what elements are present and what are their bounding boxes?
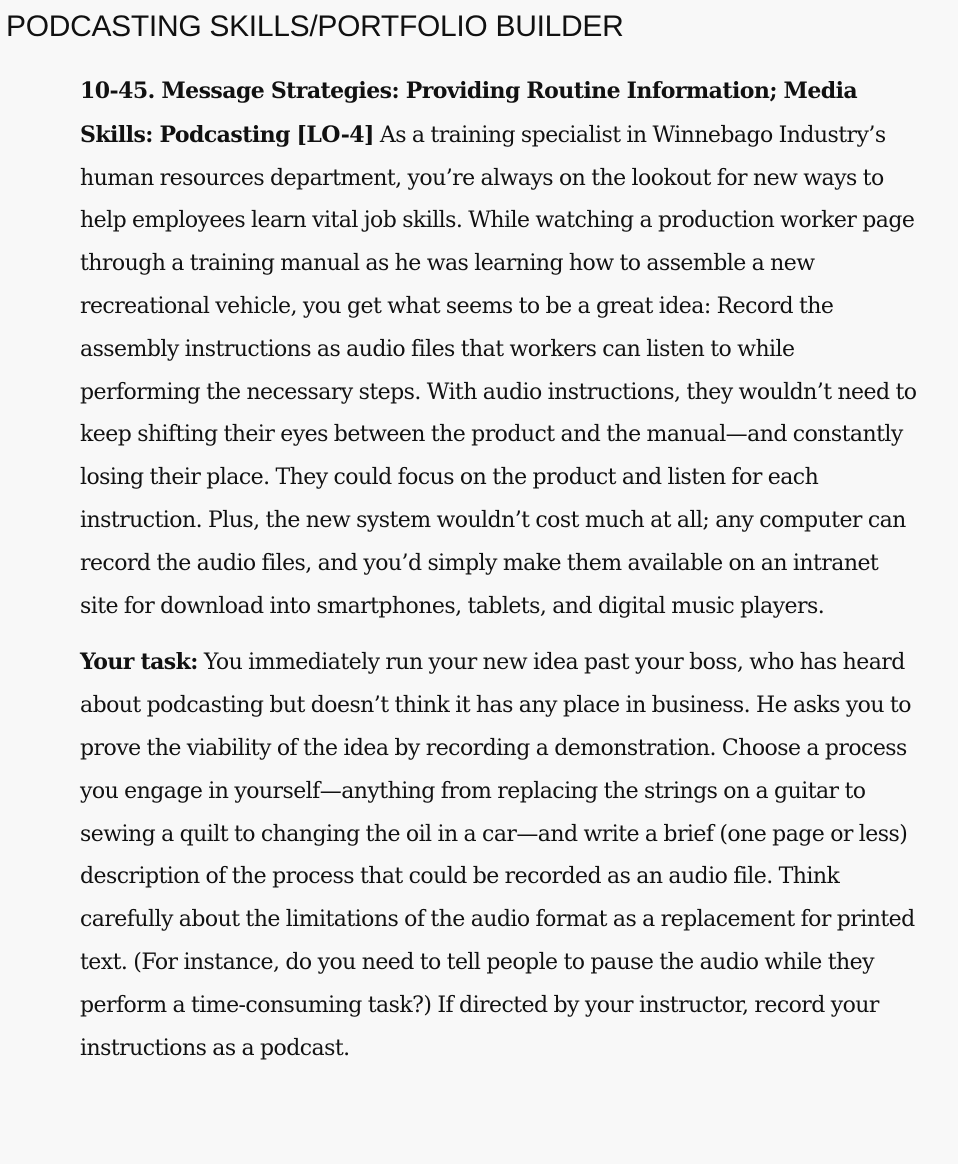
exercise-block [80, 70, 920, 1070]
problem-paragraph [80, 70, 920, 628]
problem-text: As a training specialist in Winnebago Industry’s human resources department, you’re always on the lookout for new ways to help employees learn vital job skills. While watching a production worker page through a training manual as he was learning how to assemble a new recreational vehicle, you get what seems to be a great idea: Record the assembly instructions as audio files that workers can listen to while performing the necessary steps. With audio instructions, they wouldn’t need to keep shifting their eyes between the product and the manual—and constantly losing their place. They could focus on the product and listen for each instruction. Plus, the new system wouldn’t cost much at all; any computer can record the audio files, and you’d simply make them available on an intranet site for download into smartphones, tablets, and digital music players. [80, 122, 917, 619]
task-paragraph [80, 641, 920, 1070]
problem-heading: 10-45. Message Strategies: Providing Routine Information; Media Skills: Podcasting [LO-4] [80, 78, 858, 148]
section-title: PODCASTING SKILLS/PORTFOLIO BUILDER [6, 10, 624, 43]
task-text: You immediately run your new idea past your boss, who has heard about podcasting but doesn’t think it has any place in business. He asks you to prove the viability of the idea by recording a demonstration. Choose a process you engage in yourself—anything from replacing the strings on a guitar to sewing a quilt to changing the oil in a car—and write a brief (one page or less) description of the process that could be recorded as an audio file. Think carefully about the limitations of the audio format as a replacement for printed text. (For instance, do you need to tell people to pause the audio while they perform a time-consuming task?) If directed by your instructor, record your instructions as a podcast. [80, 650, 915, 1061]
task-label: Your task: [80, 649, 198, 676]
